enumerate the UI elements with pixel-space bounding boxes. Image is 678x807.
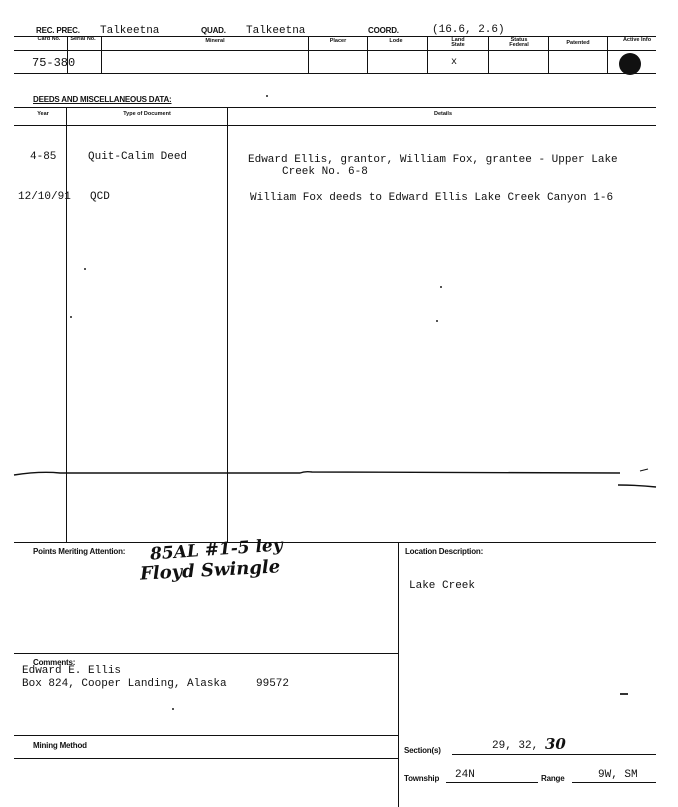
col-year: Year	[37, 111, 49, 117]
land-state-mark: x	[451, 57, 458, 68]
mining-top-rule	[14, 735, 398, 736]
section-handwritten: 30	[545, 735, 566, 753]
deed-details: William Fox deeds to Edward Ellis Lake Creek Canyon 1-6	[250, 192, 614, 204]
range-underline	[572, 782, 656, 783]
scan-fold-line	[0, 465, 678, 491]
township-label: Township	[404, 774, 440, 783]
section-label: Section(s)	[404, 746, 441, 755]
col-active-info: Active Info	[622, 37, 652, 43]
comments-rule	[14, 653, 398, 654]
col-land-state: Land State	[451, 37, 465, 48]
deed-year: 4-85	[30, 151, 57, 163]
comments-line2: Box 824, Cooper Landing, Alaska	[22, 678, 227, 690]
col-serial-no: Serial No.	[70, 36, 96, 42]
deeds-title: DEEDS AND MISCELLANEOUS DATA:	[33, 95, 172, 104]
range-value: 9W, SM	[598, 769, 638, 781]
col-type-of-document: Type of Document	[123, 111, 171, 117]
comments-zip: 99572	[256, 678, 290, 690]
col-patented: Patented	[566, 40, 590, 46]
col-mineral: Mineral	[205, 38, 225, 44]
claim-header-rule	[14, 50, 656, 51]
quad-label: QUAD.	[201, 26, 226, 35]
lower-top-rule	[14, 542, 656, 543]
comments-label: Comments:	[33, 658, 76, 667]
township-underline	[446, 782, 538, 783]
rec-prec-label: REC. PREC.	[36, 26, 80, 35]
mining-bottom-rule	[14, 758, 398, 759]
section-value: 29, 32,	[492, 740, 539, 752]
township-value: 24N	[455, 769, 475, 781]
card-number: 75-380	[32, 56, 76, 70]
col-status-federal: Status Federal	[509, 37, 529, 48]
deed-details-cont: Creek No. 6-8	[282, 166, 368, 178]
deed-type: QCD	[90, 191, 110, 203]
coord-label: COORD.	[368, 26, 399, 35]
deed-year: 12/10/91	[18, 191, 71, 203]
points-handwritten-signature: Floyd Swingle	[139, 556, 281, 585]
section-underline	[452, 754, 656, 755]
deed-type: Quit-Calim Deed	[88, 151, 188, 163]
header-rule	[14, 36, 656, 37]
deed-details: Edward Ellis, grantor, William Fox, grantee - Upper Lake	[248, 154, 618, 166]
col-card-no: Card No.	[37, 36, 61, 42]
points-label: Points Meriting Attention:	[33, 547, 126, 556]
coord-value: (16.6, 2.6)	[432, 24, 505, 36]
active-dot-icon	[619, 53, 641, 75]
claim-row-rule	[14, 73, 656, 74]
location-value: Lake Creek	[409, 580, 476, 592]
points-handwritten-1: 85AL #1-5 ley	[149, 535, 284, 565]
lower-divider	[398, 542, 399, 807]
comments-line1: Edward E. Ellis	[22, 665, 122, 677]
mining-label: Mining Method	[33, 741, 87, 750]
quad-value: Talkeetna	[246, 25, 306, 37]
deeds-top-rule	[14, 107, 656, 108]
col-lode: Lode	[389, 38, 403, 44]
col-placer: Placer	[329, 38, 347, 44]
range-label: Range	[541, 774, 565, 783]
col-details: Details	[433, 111, 453, 117]
location-label: Location Description:	[405, 547, 484, 556]
rec-prec-value: Talkeetna	[100, 25, 160, 37]
deeds-header-rule	[14, 125, 656, 126]
